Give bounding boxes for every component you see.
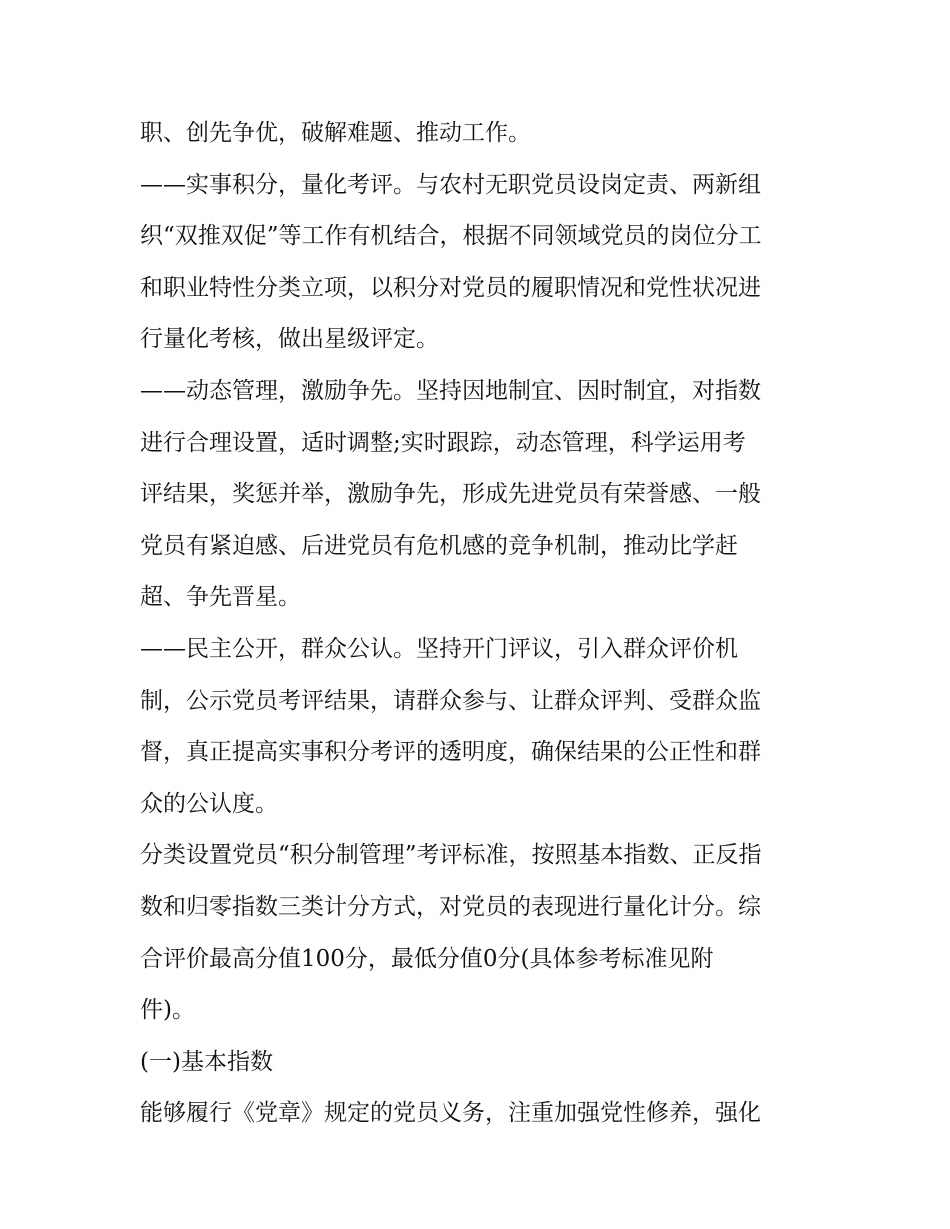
- text-line: ——实事积分，量化考评。与农村无职党员设岗定责、两新组: [140, 171, 761, 198]
- text-line: 党员有紧迫感、后进党员有危机感的竞争机制，推动比学赶: [140, 532, 738, 559]
- text-line: 进行合理设置，适时调整;实时跟踪，动态管理，科学运用考: [140, 429, 746, 456]
- text-line: 能够履行《党章》规定的党员义务，注重加强党性修养，强化: [140, 1100, 761, 1127]
- text-line: 件)。: [140, 997, 195, 1024]
- text-line: 职、创先争优，破解难题、推动工作。: [140, 120, 531, 146]
- text-line: 织“双推双促”等工作有机结合，根据不同领域党员的岗位分工: [140, 223, 762, 250]
- text-line: 超、争先晋星。: [140, 584, 301, 611]
- text-line: 数和归零指数三类计分方式，对党员的表现进行量化计分。综: [140, 893, 761, 920]
- text-line: 合评价最高分值100分，最低分值0分(具体参考标准见附: [140, 945, 714, 972]
- text-line: 督，真正提高实事积分考评的透明度，确保结果的公正性和群: [140, 739, 761, 766]
- text-line: ——民主公开，群众公认。坚持开门评议，引入群众评价机: [140, 635, 738, 662]
- document-body: [140, 108, 820, 1140]
- text-line: ——动态管理，激励争先。坚持因地制宜、因时制宜，对指数: [140, 377, 761, 404]
- text-line: 和职业特性分类立项，以积分对党员的履职情况和党性状况进: [140, 274, 761, 301]
- text-line: 行量化考核，做出星级评定。: [140, 326, 439, 353]
- text-line: 分类设置党员“积分制管理”考评标准，按照基本指数、正反指: [140, 842, 762, 869]
- text-line: 制，公示党员考评结果，请群众参与、让群众评判、受群众监: [140, 687, 761, 714]
- text-line: 众的公认度。: [140, 790, 278, 817]
- text-line: 评结果，奖惩并举，激励争先，形成先进党员有荣誉感、一般: [140, 481, 761, 508]
- section-heading: (一)基本指数: [140, 1048, 273, 1075]
